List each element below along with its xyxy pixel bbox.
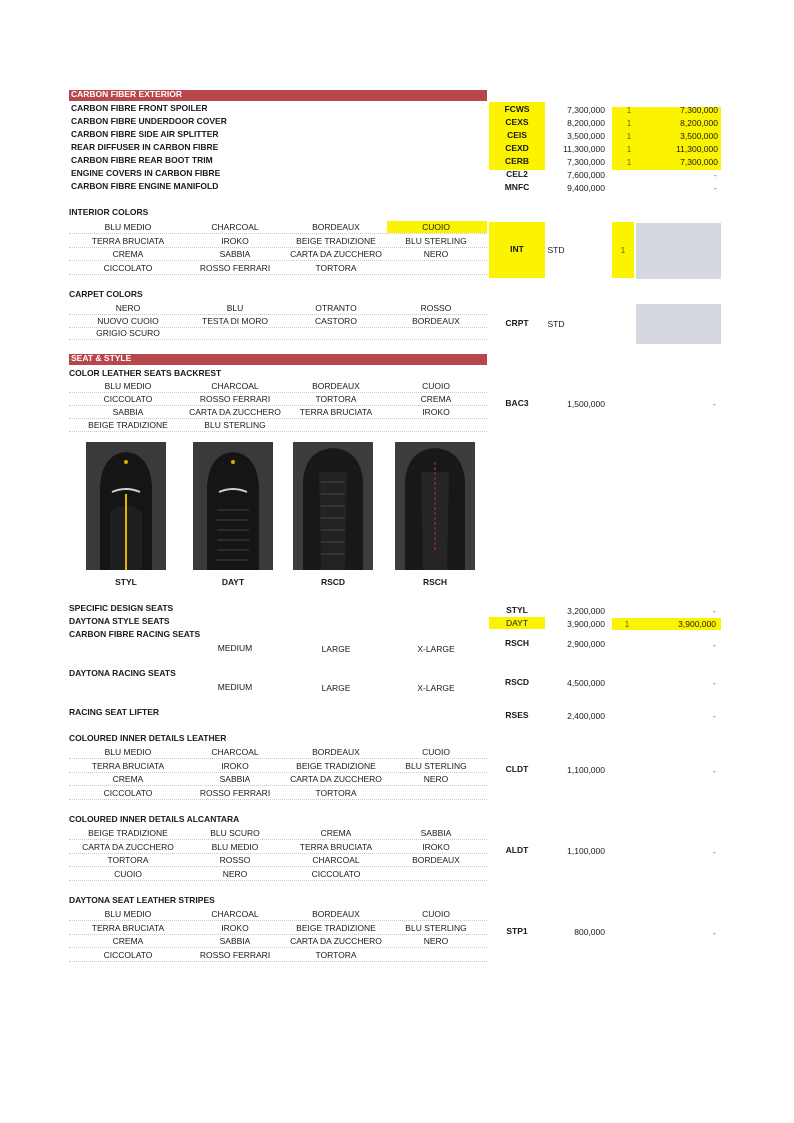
color-option: ROSSO FERRARI xyxy=(199,949,271,960)
color-option: SABBIA xyxy=(219,936,251,946)
color-option: TERRA BRUCIATA xyxy=(299,841,373,852)
row-divider xyxy=(69,934,487,935)
section-title: SEAT & STYLE xyxy=(71,353,132,363)
row-divider xyxy=(69,880,487,881)
item-label: CARBON FIBRE FRONT SPOILER xyxy=(71,103,208,113)
item-price: 7,300,000 xyxy=(567,157,605,167)
item-code: CEXD xyxy=(505,143,529,153)
seat-code: RSES xyxy=(505,710,529,720)
seat-price: 3,200,000 xyxy=(567,606,605,616)
color-option: BEIGE TRADIZIONE xyxy=(296,235,376,246)
size-option: MEDIUM xyxy=(217,682,253,692)
row-divider xyxy=(69,431,487,432)
item-label: CARBON FIBRE REAR BOOT TRIM xyxy=(71,155,213,165)
row-divider xyxy=(69,233,487,234)
leather-total: - xyxy=(713,766,716,776)
size-option: LARGE xyxy=(321,683,351,693)
item-qty: 1 xyxy=(626,105,632,115)
seat-photo-rscd xyxy=(293,442,373,570)
color-option: BLU STERLING xyxy=(405,922,467,933)
row-divider xyxy=(69,405,487,406)
color-option: ROSSO FERRARI xyxy=(199,262,271,273)
color-option: TESTA DI MORO xyxy=(202,315,268,326)
color-option: IROKO xyxy=(221,235,249,246)
color-option: CICCOLATO xyxy=(103,394,153,404)
color-option: BLU SCURO xyxy=(210,828,260,838)
color-option: CICCOLATO xyxy=(103,949,153,960)
item-label: ENGINE COVERS IN CARBON FIBRE xyxy=(71,168,221,178)
item-qty: 1 xyxy=(626,131,632,141)
color-option: IROKO xyxy=(422,841,450,852)
row-divider xyxy=(69,853,487,854)
color-option: BLU MEDIO xyxy=(104,222,152,232)
seat-label: DAYTONA STYLE SEATS xyxy=(69,616,170,626)
color-option: BORDEAUX xyxy=(312,747,360,757)
seat-total: 3,900,000 xyxy=(678,619,716,629)
seat-code: RSCH xyxy=(504,638,530,648)
section-banner-seat xyxy=(69,354,487,365)
item-total: 8,200,000 xyxy=(680,118,718,128)
color-option: CASTORO xyxy=(315,315,357,326)
carpet-code: CRPT xyxy=(505,318,529,328)
seat-code: STYL xyxy=(506,605,528,615)
row-divider xyxy=(69,247,487,248)
color-option: CUOIO xyxy=(422,909,450,919)
item-price: 3,500,000 xyxy=(567,131,605,141)
color-option: BLU MEDIO xyxy=(104,909,152,919)
color-option: BORDEAUX xyxy=(312,381,360,391)
color-option: CREMA xyxy=(420,394,452,404)
item-price: 9,400,000 xyxy=(567,183,605,193)
seat-code: DAYT xyxy=(505,618,529,628)
color-option: CHARCOAL xyxy=(211,909,259,919)
int-price: STD xyxy=(547,245,565,255)
color-option: SABBIA xyxy=(219,249,251,259)
section-title: CARBON FIBER EXTERIOR xyxy=(71,89,182,99)
seat-photo-styl xyxy=(86,442,166,570)
color-option: BEIGE TRADIZIONE xyxy=(88,828,168,838)
color-option: BEIGE TRADIZIONE xyxy=(296,760,376,771)
color-option: SABBIA xyxy=(219,774,251,784)
item-code: CEL2 xyxy=(506,169,528,179)
color-option: CUOIO xyxy=(422,222,450,232)
color-option: CARTA DA ZUCCHERO xyxy=(189,407,281,417)
color-option: CUOIO xyxy=(422,747,450,757)
row-divider xyxy=(69,274,487,275)
section-title-carpet: CARPET COLORS xyxy=(69,289,143,299)
item-label: CARBON FIBRE ENGINE MANIFOLD xyxy=(71,181,219,191)
carpet-swatch xyxy=(636,304,721,344)
seat-price: 2,900,000 xyxy=(567,639,605,649)
seat-total: - xyxy=(713,678,716,688)
color-option: GRIGIO SCURO xyxy=(96,328,160,338)
item-code: MNFC xyxy=(504,182,530,192)
color-option: BLU MEDIO xyxy=(104,747,152,757)
item-price: 8,200,000 xyxy=(567,118,605,128)
int-qty: 1 xyxy=(620,245,626,255)
color-option: ROSSO xyxy=(219,855,251,865)
color-option: NERO xyxy=(423,774,449,784)
color-option: NUOVO CUOIO xyxy=(97,315,159,326)
color-option: CICCOLATO xyxy=(103,787,153,798)
color-option: BORDEAUX xyxy=(312,909,360,919)
section-title-interior: INTERIOR COLORS xyxy=(69,207,149,217)
item-label: CARBON FIBRE UNDERDOOR COVER xyxy=(71,116,227,126)
item-qty: 1 xyxy=(626,118,632,128)
section-title-alcantara: COLOURED INNER DETAILS ALCANTARA xyxy=(69,814,240,824)
row-divider xyxy=(69,260,487,261)
color-option: BLU MEDIO xyxy=(211,841,259,852)
color-option: CARTA DA ZUCCHERO xyxy=(290,249,382,259)
seat-label: RACING SEAT LIFTER xyxy=(69,707,160,717)
alcantara-total: - xyxy=(713,847,716,857)
seat-label: SPECIFIC DESIGN SEATS xyxy=(69,603,174,613)
item-code: CEXS xyxy=(505,117,529,127)
seat-qty: 1 xyxy=(624,619,630,629)
color-option: SABBIA xyxy=(112,407,144,417)
color-option: TERRA BRUCIATA xyxy=(91,235,165,246)
item-qty: 1 xyxy=(626,144,632,154)
seat-total: - xyxy=(713,711,716,721)
row-divider xyxy=(69,839,487,840)
item-price: 11,300,000 xyxy=(563,144,605,154)
seat-total: - xyxy=(713,640,716,650)
color-option: TORTORA xyxy=(315,262,357,273)
row-divider xyxy=(69,961,487,962)
item-total: 3,500,000 xyxy=(680,131,718,141)
seat-photo-dayt xyxy=(193,442,273,570)
stripes-code: STP1 xyxy=(506,926,528,936)
item-label: CARBON FIBRE SIDE AIR SPLITTER xyxy=(71,129,219,139)
seat-code: RSCD xyxy=(504,677,530,687)
color-option: CREMA xyxy=(112,936,144,946)
backrest-code: BAC3 xyxy=(505,398,529,408)
color-option: TORTORA xyxy=(107,855,149,865)
color-option: IROKO xyxy=(221,922,249,933)
seat-photo-rsch xyxy=(395,442,475,570)
color-option: CREMA xyxy=(112,774,144,784)
color-option: CARTA DA ZUCCHERO xyxy=(290,774,382,784)
color-option: IROKO xyxy=(221,760,249,771)
size-option: X-LARGE xyxy=(417,644,455,654)
color-option: CHARCOAL xyxy=(211,222,259,232)
color-option: CHARCOAL xyxy=(211,381,259,391)
color-option: BORDEAUX xyxy=(412,315,460,326)
stripes-price: 800,000 xyxy=(574,927,605,937)
item-total: 11,300,000 xyxy=(676,144,718,154)
backrest-price: 1,500,000 xyxy=(567,399,605,409)
color-option: BLU STERLING xyxy=(405,235,467,246)
row-divider xyxy=(69,772,487,773)
photo-caption: RSCD xyxy=(320,577,346,587)
item-price: 7,600,000 xyxy=(567,170,605,180)
int-code: INT xyxy=(510,244,524,254)
color-option: TORTORA xyxy=(315,787,357,798)
color-option: CARTA DA ZUCCHERO xyxy=(82,841,174,852)
seat-label: CARBON FIBRE RACING SEATS xyxy=(69,629,201,639)
row-divider xyxy=(69,785,487,786)
photo-caption: DAYT xyxy=(221,577,245,587)
color-option: CICCOLATO xyxy=(311,868,361,879)
color-option: OTRANTO xyxy=(315,303,357,313)
color-option: CHARCOAL xyxy=(312,855,360,865)
size-option: LARGE xyxy=(321,644,351,654)
color-option: CHARCOAL xyxy=(211,747,259,757)
color-option: BORDEAUX xyxy=(412,855,460,865)
carpet-price: STD xyxy=(547,319,565,329)
color-option: BORDEAUX xyxy=(312,222,360,232)
backrest-total: - xyxy=(713,399,716,409)
item-code: FCWS xyxy=(504,104,530,114)
backrest-title: COLOR LEATHER SEATS BACKREST xyxy=(69,368,222,378)
photo-caption: RSCH xyxy=(422,577,448,587)
color-option: NERO xyxy=(423,249,449,259)
color-option: TORTORA xyxy=(315,949,357,960)
item-total: - xyxy=(714,183,717,193)
color-option: NERO xyxy=(222,868,248,879)
color-option: BEIGE TRADIZIONE xyxy=(88,420,168,430)
stripes-total: - xyxy=(713,928,716,938)
color-option: CARTA DA ZUCCHERO xyxy=(290,936,382,946)
alcantara-code: ALDT xyxy=(505,845,529,855)
color-option: CUOIO xyxy=(114,868,142,879)
alcantara-price: 1,100,000 xyxy=(567,846,605,856)
seat-price: 4,500,000 xyxy=(567,678,605,688)
seat-total: - xyxy=(713,606,716,616)
color-option: ROSSO xyxy=(420,303,452,313)
item-total: 7,300,000 xyxy=(680,157,718,167)
item-code: CEIS xyxy=(507,130,527,140)
color-option: SABBIA xyxy=(420,828,452,838)
item-code: CERB xyxy=(504,156,530,166)
row-divider xyxy=(69,799,487,800)
item-total: - xyxy=(714,170,717,180)
row-divider xyxy=(69,418,487,419)
color-option: CREMA xyxy=(112,249,144,259)
color-option: IROKO xyxy=(422,407,450,417)
leather-code: CLDT xyxy=(505,764,529,774)
item-label: REAR DIFFUSER IN CARBON FIBRE xyxy=(71,142,219,152)
seat-price: 3,900,000 xyxy=(567,619,605,629)
color-option: TERRA BRUCIATA xyxy=(299,407,373,417)
seat-label: DAYTONA RACING SEATS xyxy=(69,668,176,678)
leather-price: 1,100,000 xyxy=(567,765,605,775)
row-divider xyxy=(69,920,487,921)
item-price: 7,300,000 xyxy=(567,105,605,115)
size-option: MEDIUM xyxy=(217,643,253,653)
section-title-leather: COLOURED INNER DETAILS LEATHER xyxy=(69,733,227,743)
row-divider xyxy=(69,758,487,759)
row-divider xyxy=(69,392,487,393)
color-option: NERO xyxy=(115,303,141,313)
section-banner-carbon xyxy=(69,90,487,101)
row-divider xyxy=(69,339,487,340)
color-option: TORTORA xyxy=(315,394,357,404)
color-option: TERRA BRUCIATA xyxy=(91,922,165,933)
color-option: NERO xyxy=(423,936,449,946)
seat-price: 2,400,000 xyxy=(567,711,605,721)
row-divider xyxy=(69,866,487,867)
color-option: CUOIO xyxy=(422,381,450,391)
item-total: 7,300,000 xyxy=(680,105,718,115)
color-option: BEIGE TRADIZIONE xyxy=(296,922,376,933)
color-option: CICCOLATO xyxy=(103,262,153,273)
row-divider xyxy=(69,947,487,948)
color-option: TERRA BRUCIATA xyxy=(91,760,165,771)
size-option: X-LARGE xyxy=(417,683,455,693)
color-option: BLU STERLING xyxy=(204,420,266,430)
color-option: BLU xyxy=(226,303,244,313)
item-qty: 1 xyxy=(626,157,632,167)
color-option: CREMA xyxy=(320,828,352,838)
color-option: ROSSO FERRARI xyxy=(199,394,271,404)
section-title-stripes: DAYTONA SEAT LEATHER STRIPES xyxy=(69,895,215,905)
photo-caption: STYL xyxy=(115,577,137,587)
color-option: BLU MEDIO xyxy=(104,381,152,391)
color-option: ROSSO FERRARI xyxy=(199,787,271,798)
interior-swatch xyxy=(636,223,721,279)
color-option: BLU STERLING xyxy=(405,760,467,771)
